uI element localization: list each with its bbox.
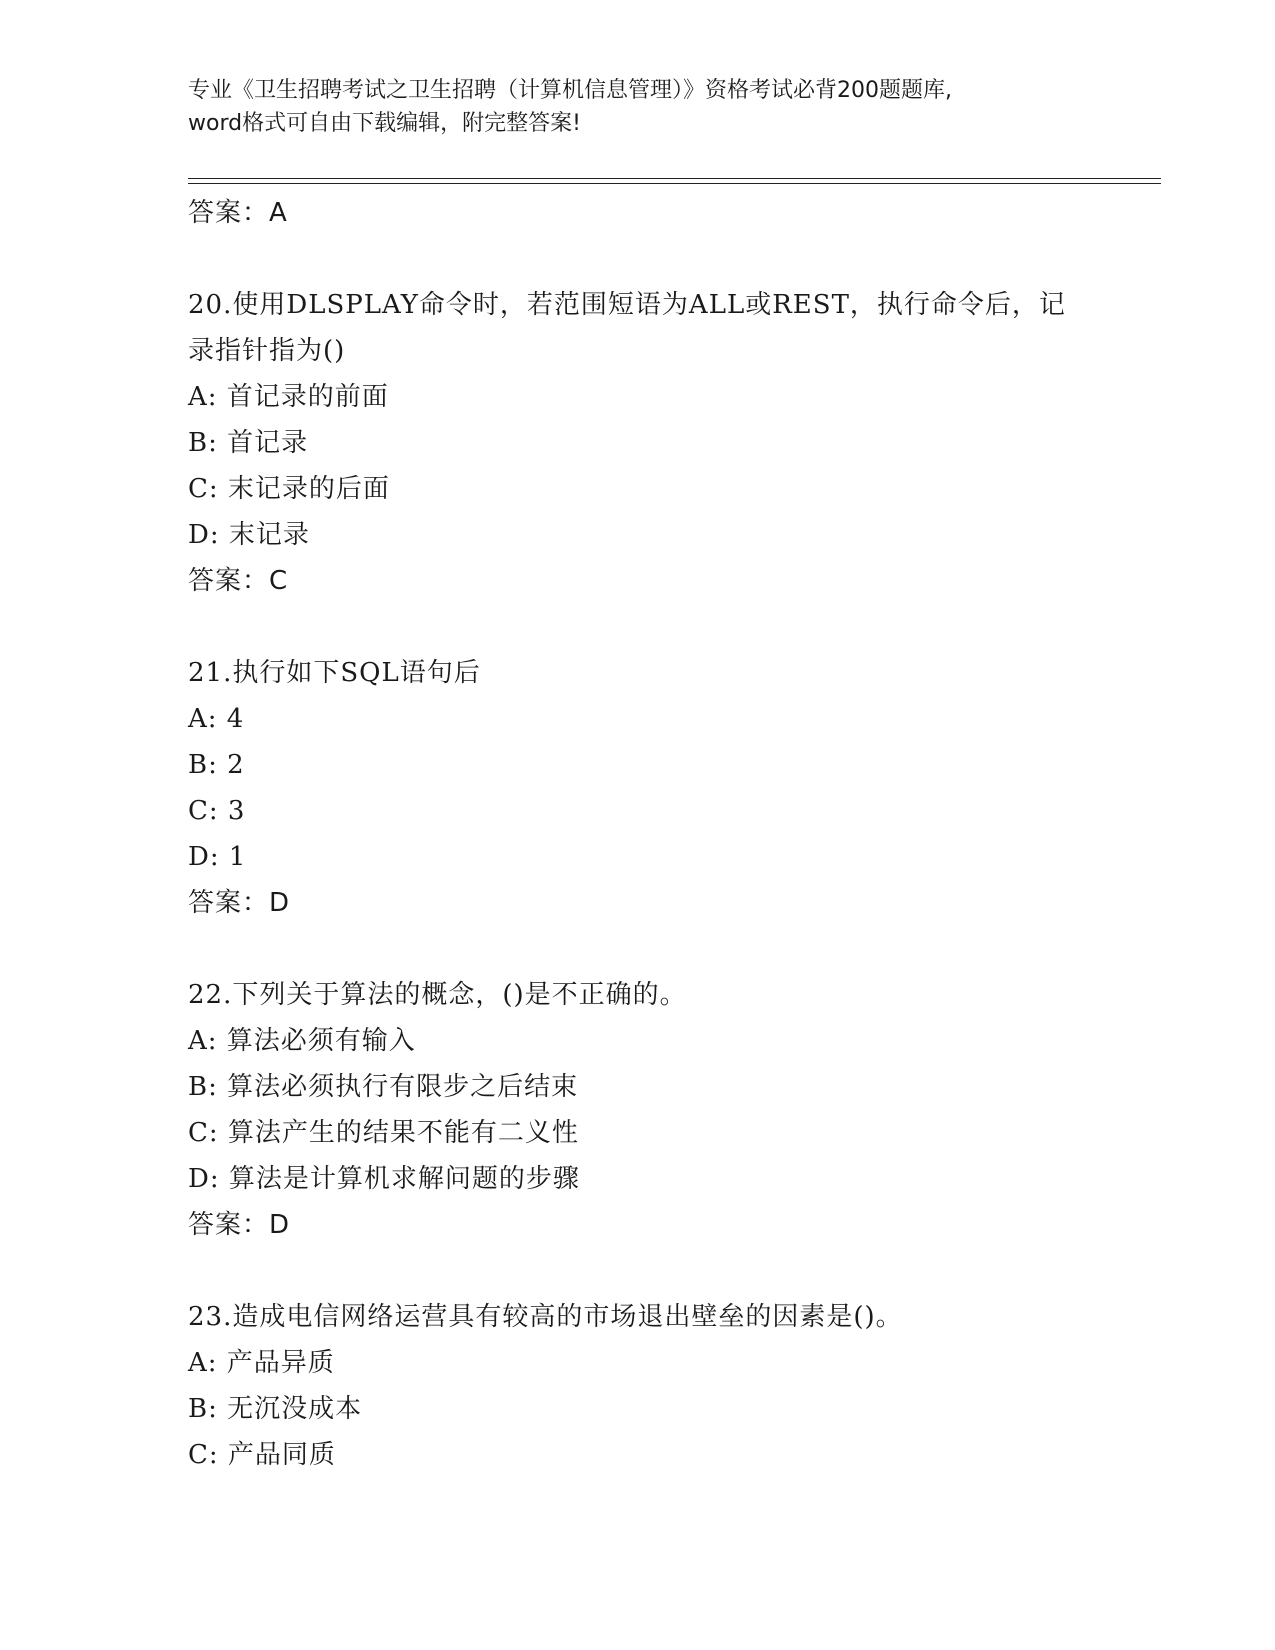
header-line-1: 专业《卫生招聘考试之卫生招聘（计算机信息管理）》资格考试必背200题题库, [188, 78, 952, 103]
option-c: C: 末记录的后面 [188, 474, 390, 504]
question-stem: 23.造成电信网络运营具有较高的市场退出壁垒的因素是()。 [188, 1302, 903, 1332]
document-header [188, 74, 1088, 140]
option-b: B: 算法必须执行有限步之后结束 [188, 1072, 579, 1102]
answer-line: 答案：A [188, 198, 288, 228]
question-stem: 20.使用DLSPLAY命令时，若范围短语为ALL或REST，执行命令后，记 [188, 290, 1066, 320]
header-line-2: word格式可自由下载编辑，附完整答案! [188, 111, 581, 136]
question-list [188, 190, 1088, 1478]
question-item [188, 972, 1088, 1248]
option-c: C: 算法产生的结果不能有二义性 [188, 1118, 579, 1148]
option-d: D: 末记录 [188, 520, 310, 550]
option-a: A: 4 [188, 704, 245, 734]
option-a: A: 产品异质 [188, 1348, 335, 1378]
answer-line: 答案：D [188, 888, 291, 918]
option-b: B: 首记录 [188, 428, 309, 458]
option-a: A: 算法必须有输入 [188, 1026, 416, 1056]
header-divider-bottom [188, 183, 1161, 184]
option-b: B: 2 [188, 750, 245, 780]
option-c: C: 3 [188, 796, 246, 826]
option-a: A: 首记录的前面 [188, 382, 389, 412]
question-stem-continued: 录指针指为() [188, 336, 346, 366]
question-stem: 22.下列关于算法的概念，()是不正确的。 [188, 980, 687, 1010]
question-item [188, 1294, 1088, 1478]
answer-line: 答案：D [188, 1210, 291, 1240]
option-b: B: 无沉没成本 [188, 1394, 363, 1424]
question-stem: 21.执行如下SQL语句后 [188, 658, 481, 688]
question-item [188, 282, 1088, 604]
option-c: C: 产品同质 [188, 1440, 336, 1470]
question-item [188, 650, 1088, 926]
header-divider-top [188, 178, 1161, 179]
option-d: D: 1 [188, 842, 247, 872]
answer-line: 答案：C [188, 566, 289, 596]
option-d: D: 算法是计算机求解问题的步骤 [188, 1164, 580, 1194]
